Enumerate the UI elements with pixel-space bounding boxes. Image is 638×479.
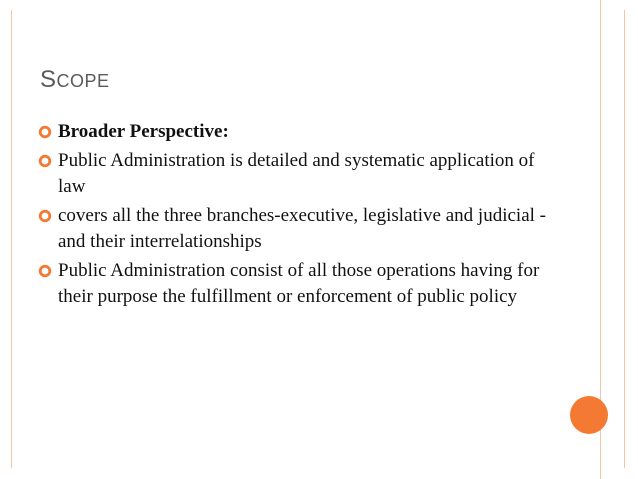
bullet-text: Public Administration is detailed and systematic application of law [58, 150, 535, 197]
bullet-item [38, 119, 558, 145]
bullet-item [38, 148, 558, 200]
orange-circle [570, 396, 608, 434]
bullet-text: Public Administration consist of all those operations having for their purpose the fulfillment or enforcement of public policy [58, 260, 540, 307]
bullet-item [38, 258, 558, 310]
bullet-text: Broader Perspective: [58, 121, 229, 142]
circle-outline-icon [38, 154, 52, 168]
slide-title-initial: S [40, 66, 57, 93]
slide-title [40, 66, 110, 94]
circle-outline-icon [38, 125, 52, 139]
bullet-list [38, 119, 558, 313]
circle-outline-icon [38, 209, 52, 223]
slide-title-rest: COPE [56, 71, 110, 91]
bullet-item [38, 203, 558, 255]
bullet-text: covers all the three branches-executive, legislative and judicial -and their interrelationships [58, 205, 546, 252]
circle-outline-icon [38, 264, 52, 278]
